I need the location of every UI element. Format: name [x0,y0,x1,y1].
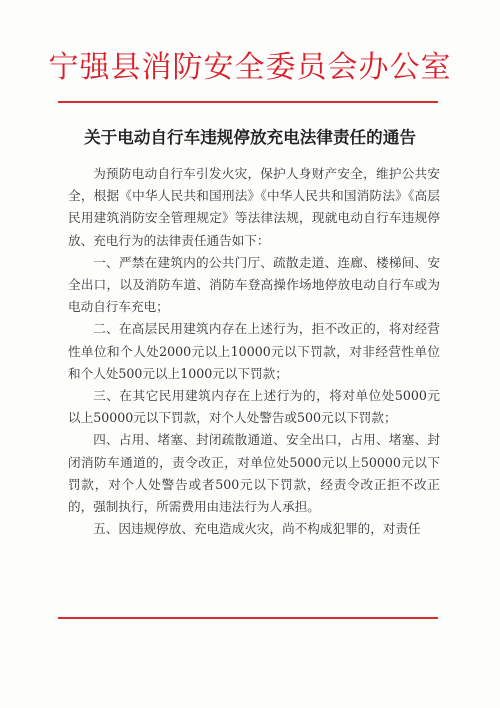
paragraph-item-3: 三、在其它民用建筑内存在上述行为的，将对单位处5000元以上50000元以下罚款，对个人处警告或500元以下罚款； [68,388,440,426]
footer-red-rule [58,617,438,619]
document-body [68,163,440,540]
header-red-rule [58,101,438,103]
paragraph-preamble: 为预防电动自行车引发火灾，保护人身财产安全，维护公共安全，根据《中华人民共和国刑法》《中华人民共和国消防法》《高层民用建筑消防安全管理规定》等法律法规，现就电动自行车违规停放、充电行为的法律责任通告如下： [68,166,440,248]
paragraph-item-2: 二、在高层民用建筑内存在上述行为，拒不改正的，将对经营性单位和个人处2000元以上10000元以下罚款，对非经营性单位和个人处500元以上1000元以下罚款； [68,321,440,381]
org-header: 宁强县消防安全委员会办公室 [48,50,452,85]
document-title: 关于电动自行车违规停放充电法律责任的通告 [84,128,416,147]
paragraph-item-1: 一、严禁在建筑内的公共门厅、疏散走道、连廊、楼梯间、安全出口，以及消防车道、消防车登高操作场地停放电动自行车或为电动自行车充电； [68,254,440,315]
paragraph-item-4: 四、占用、堵塞、封闭疏散通道、安全出口，占用、堵塞、封闭消防车通道的，责令改正，对单位处5000元以上50000元以下罚款，对个人处警告或者500元以下罚款，经责令改正拒不改正的，强制执行，所需费用由违法行为人承担。 [68,432,440,515]
paragraph-item-5: 五、因违规停放、充电造成火灾，尚不构成犯罪的，对责任 [93,521,421,537]
